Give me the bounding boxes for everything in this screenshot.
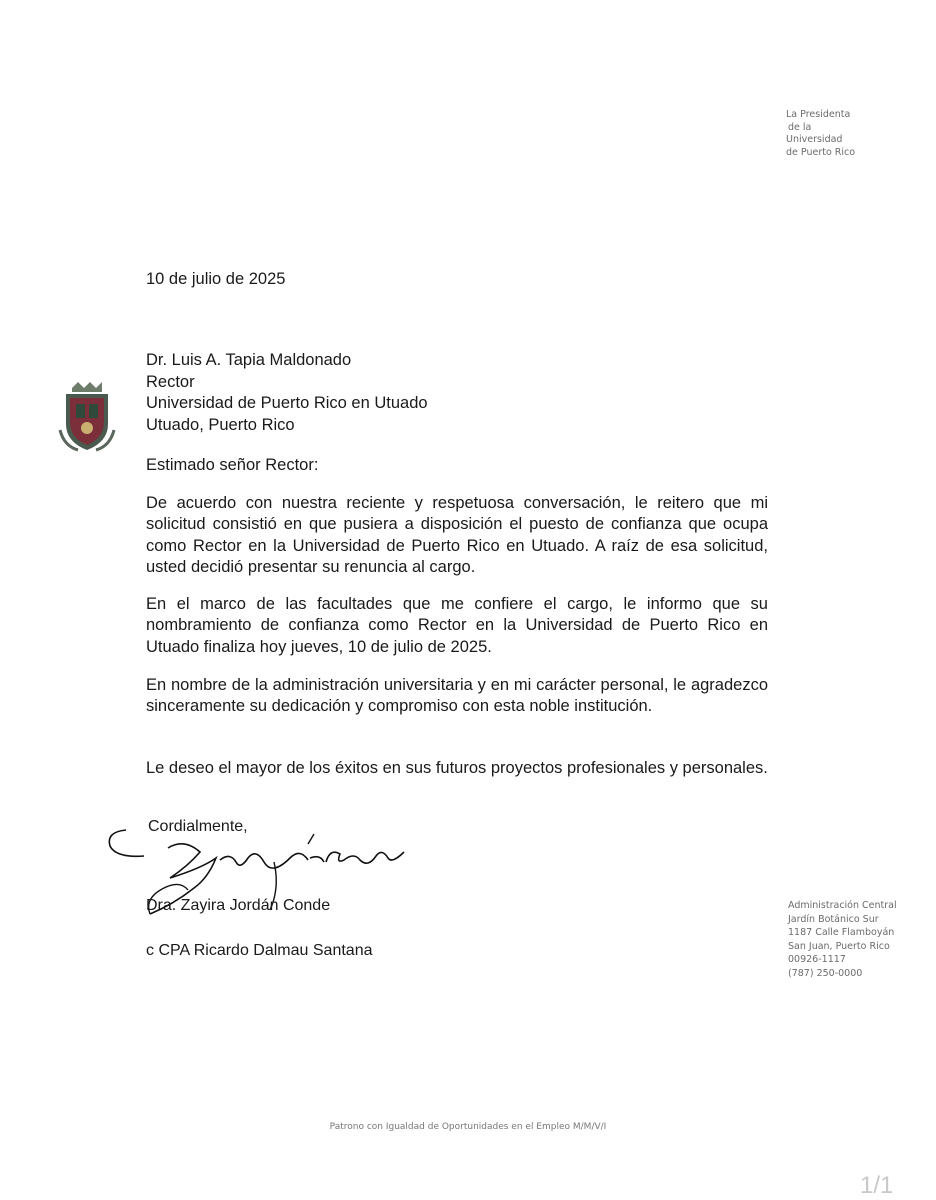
recipient-location: Utuado, Puerto Rico (146, 415, 295, 434)
recipient-title: Rector (146, 372, 195, 391)
footer-notice: Patrono con Igualdad de Oportunidades en el Empleo M/M/V/I (329, 1122, 607, 1132)
address-line: (787) 250-0000 (788, 967, 863, 979)
university-seal-icon (58, 380, 116, 454)
closing: Cordialmente, (148, 818, 248, 835)
recipient-institution: Universidad de Puerto Rico en Utuado (146, 394, 428, 412)
letterhead-line: de la (788, 121, 812, 133)
body-paragraph: En nombre de la administración universitaria y en mi carácter personal, le agradezco sinceramente su dedicación y compromiso con esta noble institución. (146, 676, 768, 716)
central-address (788, 899, 897, 980)
letterhead-office (786, 109, 855, 159)
address-line: 1187 Calle Flamboyán (788, 927, 895, 938)
address-line: 00926-1117 (788, 954, 846, 965)
recipient-block (146, 350, 428, 436)
signer-name: Dra. Zayira Jordán Conde (146, 897, 331, 914)
salutation: Estimado señor Rector: (146, 456, 319, 474)
letterhead-line: La Presidenta (786, 109, 851, 120)
address-line: Administración Central (788, 900, 897, 911)
address-line: San Juan, Puerto Rico (788, 940, 890, 952)
body-paragraph: Le deseo el mayor de los éxitos en sus futuros proyectos profesionales y personales. (146, 759, 768, 777)
address-line: Jardín Botánico Sur (788, 913, 879, 925)
page-indicator: 1/1 (860, 1172, 894, 1199)
letterhead-line: de Puerto Rico (786, 146, 856, 158)
letter-date: 10 de julio de 2025 (146, 270, 286, 288)
carbon-copy: c CPA Ricardo Dalmau Santana (146, 942, 373, 959)
body-paragraph: En el marco de las facultades que me confiere el cargo, le informo que su nombramiento de confianza como Rector en la Universidad de Puerto Rico en Utuado finaliza hoy jueves, 10 de julio de 2025. (146, 595, 768, 656)
recipient-name: Dr. Luis A. Tapia Maldonado (146, 351, 352, 369)
body-paragraph: De acuerdo con nuestra reciente y respetuosa conversación, le reitero que mi solicitud consistió en que pusiera a disposición el puesto de confianza que ocupa como Rector en la Universidad de Puerto Rico en Utuado. A raíz de esa solicitud, usted decidió presentar su renuncia al cargo. (146, 494, 768, 576)
letterhead-line: Universidad (786, 134, 843, 145)
